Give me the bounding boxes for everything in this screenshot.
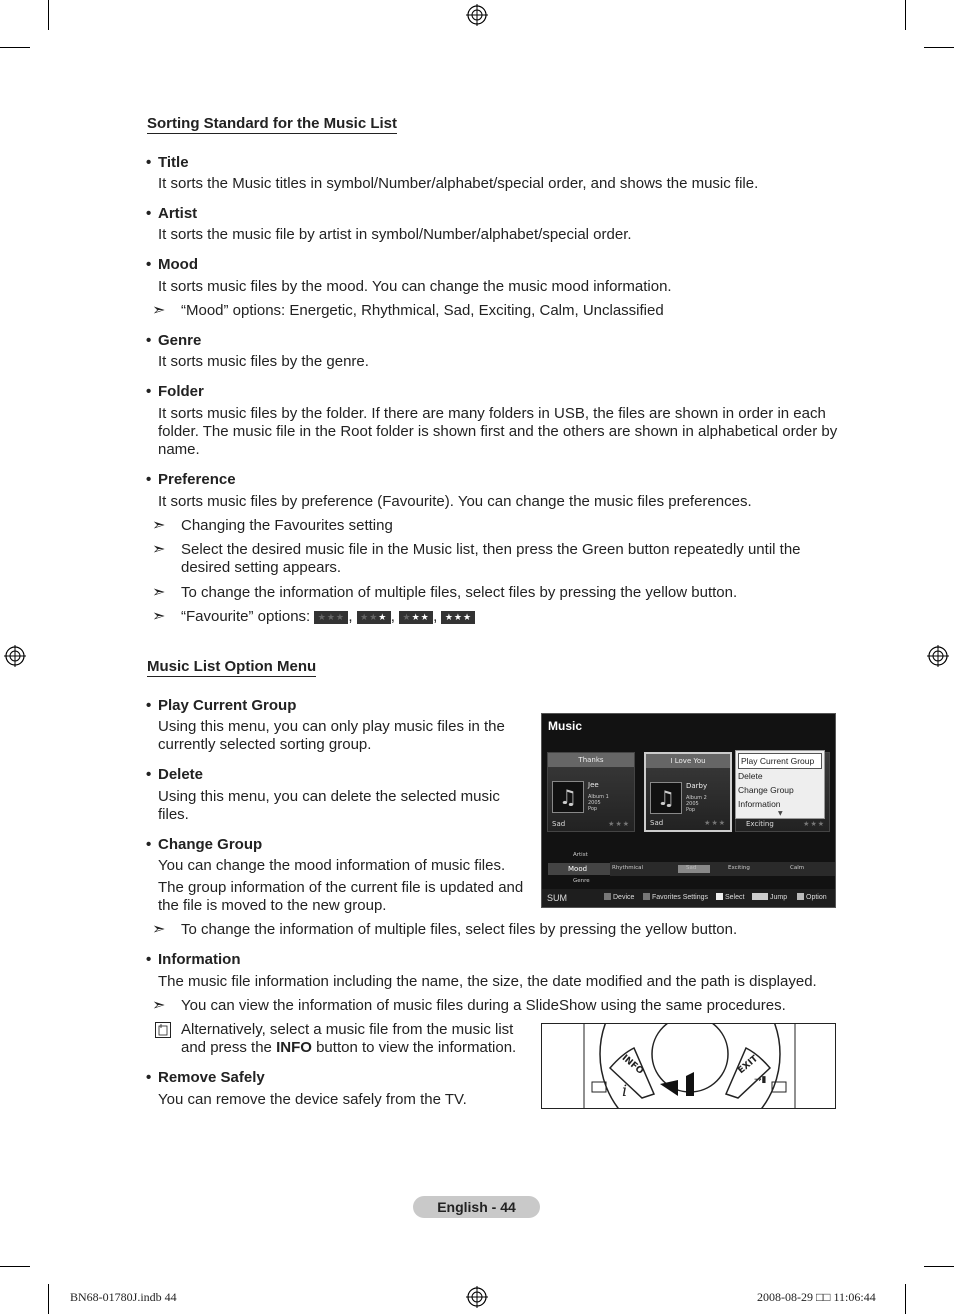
note-arrow-icon: ➣ [152, 921, 166, 938]
option-legend [797, 893, 827, 901]
select-legend [716, 893, 744, 901]
favourite-label: “Favourite” options: [181, 608, 311, 625]
card-year: 2005 [686, 801, 699, 807]
remote-control-image [541, 1023, 836, 1109]
green-button-icon [643, 893, 650, 900]
section-title-option-menu: Music List Option Menu [147, 658, 317, 675]
sort-genre: Genre [573, 878, 590, 884]
mood-exciting: Exciting [728, 865, 750, 871]
pref-note: Changing the Favourites setting [181, 517, 393, 534]
card-title: Thanks [548, 753, 634, 767]
note-arrow-icon: ➣ [152, 608, 166, 625]
card-stars: ★★★ [803, 820, 825, 828]
favourite-sep: , [433, 608, 438, 625]
scroll-down-icon: ▼ [778, 810, 783, 817]
remote-illustration [542, 1024, 836, 1109]
card-title: I Love You [646, 754, 730, 768]
card-meta [588, 794, 609, 812]
device-legend [604, 893, 634, 901]
registration-mark-icon [927, 645, 949, 667]
info-key-label: INFO [619, 1053, 646, 1077]
section-title-sorting: Sorting Standard for the Music List [147, 115, 398, 132]
remove-desc: You can remove the device safely from the TV. [158, 1091, 467, 1108]
mood-bar [610, 862, 836, 876]
folder-desc-line: It sorts music files by the folder. If there are many folders in USB, the files are shown in order in each [158, 405, 826, 422]
tools-icon [797, 893, 804, 900]
music-screen-title: Music [548, 719, 583, 733]
jump-legend [752, 893, 787, 901]
crop-mark [924, 47, 954, 48]
favourite-1-star-icon: ★★★ [357, 611, 391, 624]
bullet-remove-safely: • Remove Safely [158, 1069, 265, 1086]
popup-item-change-group: Change Group [738, 785, 794, 795]
info-note: You can view the information of music files during a SlideShow using the same procedures. [181, 997, 786, 1014]
delete-desc-line: Using this menu, you can delete the selected music [158, 788, 500, 805]
card-meta [686, 795, 707, 813]
mood-note: “Mood” options: Energetic, Rhythmical, Sad, Exciting, Calm, Unclassified [181, 302, 664, 319]
card-mood: Sad [650, 819, 664, 827]
print-footer-file: BN68-01780J.indb 44 [70, 1290, 177, 1304]
favourite-0-stars-icon: ★★★ [314, 611, 348, 624]
mood-calm: Calm [790, 865, 805, 871]
crop-mark [905, 1284, 906, 1314]
crop-mark [48, 0, 49, 30]
option-label: Option [806, 894, 827, 901]
artist-desc: It sorts the music file by artist in symbol/Number/alphabet/special order. [158, 226, 632, 243]
folder-desc-line: folder. The music file in the Root folder is shown first and the others are shown in alphabetical order by [158, 423, 838, 440]
info-desc: The music file information including the name, the size, the date modified and the path is displayed. [158, 973, 817, 990]
info-i-icon: i [622, 1081, 628, 1100]
folder-desc-line: name. [158, 441, 200, 458]
music-note-icon: ♫ [552, 781, 584, 813]
music-screen-image [541, 713, 836, 908]
crop-mark [48, 1284, 49, 1314]
card-artist: Darby [686, 782, 708, 790]
exit-arrow-icon: →▮ [754, 1075, 767, 1085]
card-stars: ★★★ [608, 820, 630, 828]
note-arrow-icon: ➣ [152, 517, 166, 534]
card-stars: ★★★ [704, 819, 726, 827]
fav-label: Favorites Settings [652, 894, 709, 901]
registration-mark-icon [466, 1286, 488, 1308]
screen-footer [542, 889, 836, 908]
change-desc-line: the file is moved to the new group. [158, 897, 387, 914]
card-year: 2005 [588, 800, 601, 806]
music-card-selected [644, 752, 732, 832]
pref-note: desired setting appears. [181, 559, 342, 576]
memo-note-icon [154, 1021, 172, 1039]
red-button-icon [604, 893, 611, 900]
preference-desc: It sorts music files by preference (Favourite). You can change the music files preferences. [158, 493, 752, 510]
bullet-mood: • Mood [158, 256, 198, 273]
card-mood: Sad [552, 820, 566, 828]
note-arrow-icon: ➣ [152, 541, 166, 558]
favourite-sep: , [390, 608, 395, 625]
card-album: Album 1 [588, 794, 609, 800]
jump-label: Jump [770, 894, 788, 901]
alt-note-post: button to view the information. [316, 1039, 517, 1056]
change-note: To change the information of multiple files, select files by pressing the yellow button. [181, 921, 738, 938]
genre-desc: It sorts music files by the genre. [158, 353, 369, 370]
play-desc-line: Using this menu, you can only play music files in the [158, 718, 505, 735]
pref-note: To change the information of multiple files, select files by pressing the yellow button. [181, 584, 738, 601]
card-album: Album 2 [686, 795, 707, 801]
alt-note-line2 [181, 1039, 516, 1057]
registration-mark-icon [4, 645, 26, 667]
alt-note-pre: and press the [181, 1039, 272, 1056]
sort-artist: Artist [573, 852, 588, 858]
card-genre: Pop [686, 807, 696, 813]
popup-item-play-current-group: Play Current Group [738, 753, 822, 769]
registration-mark-icon [466, 4, 488, 26]
note-arrow-icon: ➣ [152, 302, 166, 319]
menu-icon [592, 1082, 606, 1092]
play-desc-line: currently selected sorting group. [158, 736, 372, 753]
sort-column [548, 850, 610, 890]
popup-item-delete: Delete [738, 771, 763, 781]
card-artist: Jee [588, 781, 599, 789]
print-footer-date: 2008-08-29 □□ 11:06:44 [757, 1290, 876, 1304]
bullet-artist: • Artist [158, 205, 197, 222]
favourite-3-stars-icon: ★★★ [441, 611, 475, 624]
select-label: Select [725, 894, 745, 901]
bullet-folder: • Folder [158, 383, 204, 400]
alt-note-line: Alternatively, select a music file from the music list [181, 1021, 514, 1038]
bullet-information: • Information [158, 951, 241, 968]
device-label: Device [613, 894, 635, 901]
change-desc-line: You can change the mood information of music files. [158, 857, 506, 874]
bullet-preference: • Preference [158, 471, 236, 488]
card-genre: Pop [588, 806, 598, 812]
note-arrow-icon: ➣ [152, 584, 166, 601]
bullet-delete: • Delete [158, 766, 203, 783]
crop-mark [924, 1266, 954, 1267]
crop-mark [0, 47, 30, 48]
bullet-play-current-group: • Play Current Group [158, 697, 296, 714]
pref-note: Select the desired music file in the Music list, then press the Green button repeatedly until the [181, 541, 801, 558]
fav-legend [643, 893, 708, 901]
title-desc: It sorts the Music titles in symbol/Number/alphabet/special order, and shows the music file. [158, 175, 759, 192]
bullet-genre: • Genre [158, 332, 201, 349]
info-button-label: INFO [276, 1039, 312, 1056]
music-note-icon: ♫ [650, 782, 682, 814]
bullet-title: • Title [158, 154, 189, 171]
sort-mood: Mood [548, 863, 610, 875]
yellow-button-icon [716, 893, 723, 900]
pref-note-favourite [181, 608, 475, 626]
crop-mark [905, 0, 906, 30]
favourite-sep: , [348, 608, 353, 625]
skip-buttons-icon [752, 893, 768, 900]
card-mood: Exciting [746, 820, 774, 828]
popup-item-information: Information [738, 799, 781, 809]
delete-desc-line: files. [158, 806, 189, 823]
favourite-2-stars-icon: ★★★ [399, 611, 433, 624]
mood-sad: Sad [678, 865, 710, 873]
bullet-change-group: • Change Group [158, 836, 262, 853]
option-popup-menu [735, 750, 825, 819]
sum-label: SUM [547, 893, 567, 903]
crop-mark [0, 1266, 30, 1267]
change-desc-line: The group information of the current file is updated and [158, 879, 524, 896]
music-card [547, 752, 635, 832]
note-arrow-icon: ➣ [152, 997, 166, 1014]
mood-rhythmical: Rhythmical [612, 865, 644, 871]
page-number-badge: English - 44 [413, 1196, 540, 1218]
exit-key-label: EXIT [736, 1053, 761, 1077]
mood-desc: It sorts music files by the mood. You can change the music mood information. [158, 278, 672, 295]
